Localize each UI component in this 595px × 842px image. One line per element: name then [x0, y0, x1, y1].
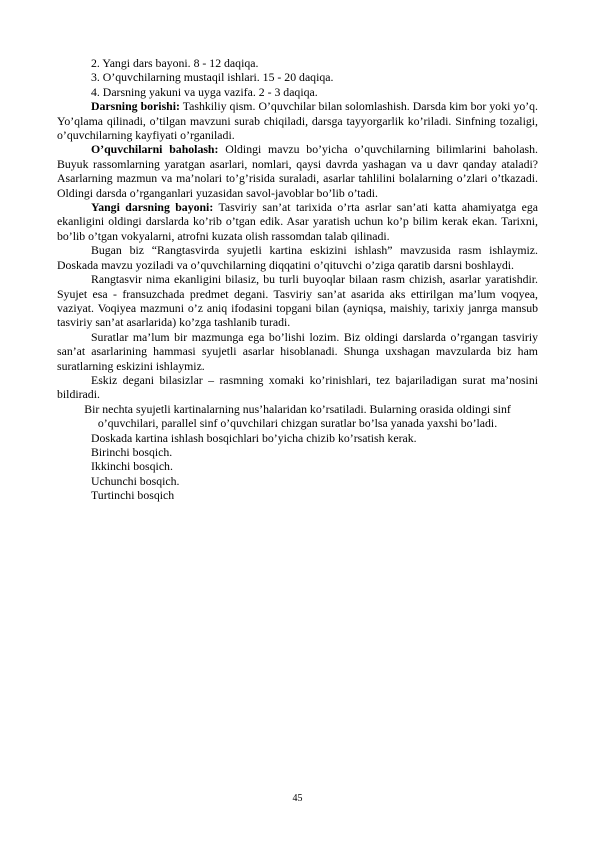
text-darsning-borishi: Tashkiliy qism. O’quvchilar bilan solomlashish. Darsda kim bor yoki yo’q. Yo’qlama qilinadi, o’tilgan mavzuni surab chiqiladi, darsga tayyorgarlik ko’riladi. Sinfning tozaligi, o’quvchilarning kayfiyati o’rganiladi.	[57, 99, 538, 143]
paragraph-rangtasvir: Rangtasvir nima ekanligini bilasiz, bu turli buyoqlar bilaan rasm chizish, asarlar yaratishdir. Syujet esa - fransuzchada predmet degani. Tasviriy san’at asarida aks ettirilgan ma’lum voqyea, vaziyat. Voqiyea mazmuni o’z aniq ifodasini topgani bilan (ayniqsa, maishiy, tarixiy janrga mansub tasviriy san’at asarlarida) ko’zga tashlanib turadi.	[57, 272, 538, 330]
text-yangi-dars: Tasviriy san’at tarixida o’rta asrlar san’ati katta ahamiyatga ega ekanligini oldingi darslarda ko’rib o’tgan edik. Asar yaratish uchun ko’p bilim kerak ekan. Tarixni, bo’lib o’tgan vokyalarni, atrofni kuzata olish rassomdan talab qilinadi.	[57, 200, 538, 243]
paragraph-centered-nushalar: Bir nechta syujetli kartinalarning nus’halaridan ko’rsatiladi. Bularning orasida oldingi sinf o’quvchilari, parallel sinf o’quvchilari chizgan suratlar bo’lsa yanada yaxshi bo’ladi.	[84, 401, 511, 431]
step-1: Birinchi bosqich.	[91, 444, 173, 459]
lesson-plan-line-2: 2. Yangi dars bayoni. 8 - 12 daqiqa.	[91, 56, 259, 70]
paragraph-yangi-dars	[57, 200, 538, 243]
heading-yangi-dars: Yangi darsning bayoni:	[91, 200, 214, 215]
step-2: Ikkinchi bosqich.	[91, 459, 173, 474]
text-baholash: Oldingi mavzu bo’yicha o’quvchilarning bilimlarini baholash. Buyuk rassomlarning yaratgan asarlari, nomlari, qaysi davrda yashagan va u davr qanday ataladi? Asarlarning mazmun va ma’nolari to’g’risida suraladi, asarlar tahlilini bolalarning o’zlari o’tkazadi. Oldingi darsda o’rganganlari yuzasidan savol-javoblar bo’lib o’tadi.	[57, 142, 538, 200]
heading-baholash: O’quvchilarni baholash:	[91, 142, 219, 157]
step-3: Uchunchi bosqich.	[91, 473, 180, 488]
paragraph-darsning-borishi	[57, 99, 538, 142]
paragraph-eskiz: Eskiz degani bilasizlar – rasmning xomaki ko’rinishlari, tez bajariladigan surat ma’nosini bildiradi.	[57, 372, 538, 402]
page-content	[57, 56, 538, 503]
lesson-plan-line-4: 4. Darsning yakuni va uyga vazifa. 2 - 3 daqiqa.	[91, 84, 318, 99]
paragraph-baholash	[57, 142, 538, 200]
paragraph-mavzu: Bugan biz “Rangtasvirda syujetli kartina eskizini ishlash” mavzusida rasm ishlaymiz. Doskada mavzu yoziladi va o’quvchilarning diqqatini o’qituvchi o’ziga qaratib darsni boshlaydi.	[57, 243, 538, 272]
lesson-plan-line-3: 3. O’quvchilarning mustaqil ishlari. 15 - 20 daqiqa.	[91, 70, 334, 85]
heading-darsning-borishi: Darsning borishi:	[91, 99, 180, 114]
page-number: 45	[292, 793, 303, 804]
step-intro: Doskada kartina ishlash bosqichlari bo’yicha chizib ko’rsatish kerak.	[91, 430, 417, 445]
step-4: Turtinchi bosqich	[91, 488, 175, 503]
paragraph-suratlar: Suratlar ma’lum bir mazmunga ega bo’lishi lozim. Biz oldingi darslarda o’rgangan tasviriy san’at asarlarining hammasi syujetli asarlar hisoblanadi. Shunga uxshagan mavzularda biz ham suratlarning eskizini ishlaymiz.	[57, 329, 538, 373]
